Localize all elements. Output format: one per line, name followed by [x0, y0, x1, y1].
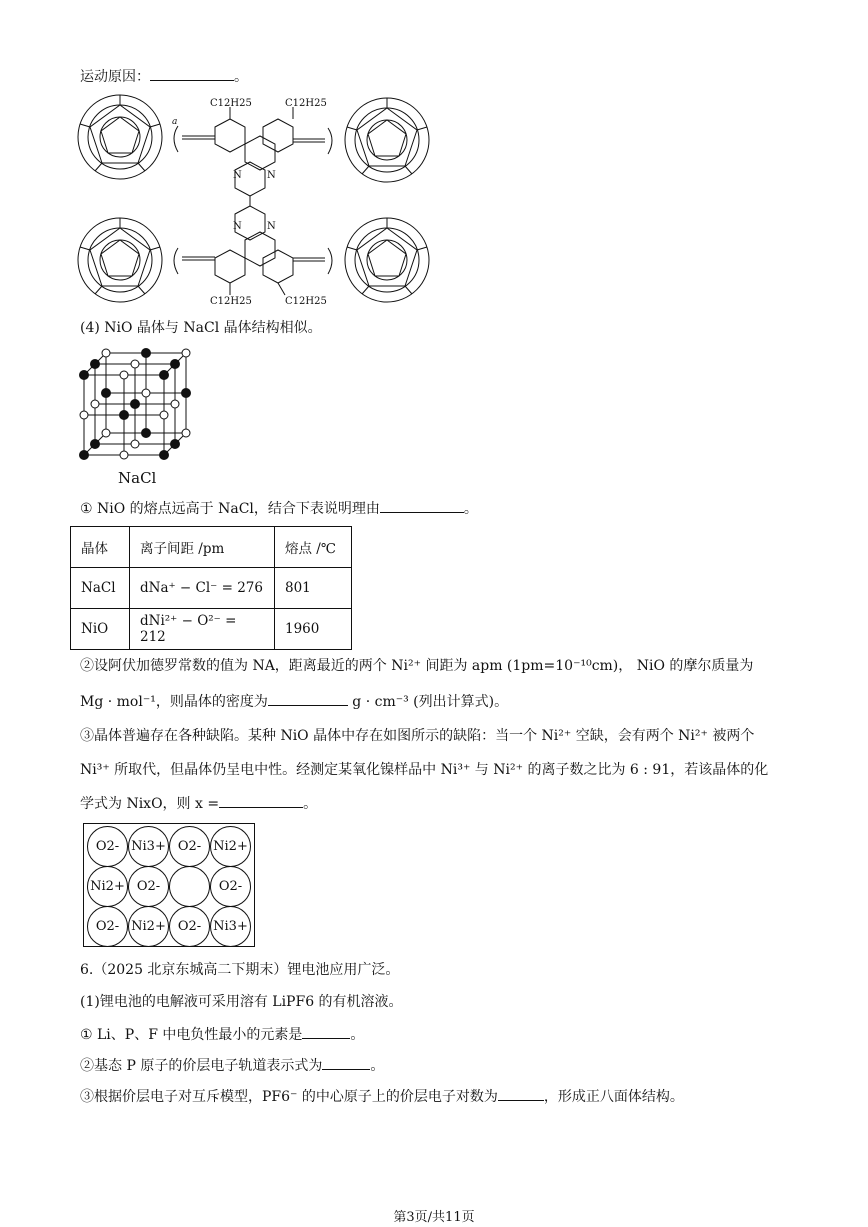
- motion-reason-line: 运动原因： 。: [80, 66, 248, 87]
- ion-circle: O2-: [169, 906, 210, 947]
- ion-circle: Ni3+: [210, 906, 251, 947]
- vacancy-circle: [169, 866, 210, 907]
- sub3-line2: Ni³⁺ 所取代，但晶体仍呈电中性。经测定某氧化镍样品中 Ni³⁺ 与 Ni²⁺ 的离子数之比为 6 : 91，若该晶体的化: [80, 762, 769, 778]
- nitrogen-label: N: [233, 221, 242, 232]
- table-header: 晶体: [71, 527, 130, 568]
- answer-blank[interactable]: [268, 691, 348, 706]
- ion-circle: O2-: [128, 866, 169, 907]
- q6-title: 6.（2025 北京东城高二下期末）锂电池应用广泛。: [80, 962, 400, 978]
- nitrogen-label: N: [233, 170, 242, 181]
- fullerene-ball: [78, 95, 162, 179]
- table-cell: dNi²⁺ − O²⁻ = 212: [130, 609, 275, 650]
- nitrogen-label: N: [267, 221, 276, 232]
- ion-circle: O2-: [210, 866, 251, 907]
- nio-defect-grid: [83, 823, 255, 947]
- sub1-text: ① NiO 的熔点远高于 NaCl，结合下表说明理由: [80, 501, 380, 517]
- alkyl-label: C12H25: [285, 296, 327, 307]
- q6-p1-1-text: ① Li、P、F 中电负性最小的元素是: [80, 1027, 303, 1043]
- table-cell: 801: [275, 568, 352, 609]
- sub2-line1: ②设阿伏加德罗常数的值为 NA，距离最近的两个 Ni²⁺ 间距为 apm (1pm=10⁻¹⁰cm)， NiO 的摩尔质量为: [80, 658, 754, 674]
- table-row: [71, 568, 352, 609]
- ion-circle: Ni3+: [128, 826, 169, 867]
- q6-p1: (1)锂电池的电解液可采用溶有 LiPF6 的有机溶液。: [80, 994, 403, 1010]
- q6-p1-3-text: ③根据价层电子对互斥模型，PF6⁻ 的中心原子上的价层电子对数为: [80, 1089, 498, 1105]
- nacl-unit-cell-figure: [76, 345, 196, 463]
- table-header: 离子间距 /pm: [130, 527, 275, 568]
- table-cell: 1960: [275, 609, 352, 650]
- table-row: [71, 609, 352, 650]
- ion-circle: Ni2+: [87, 866, 128, 907]
- page-footer: 第3页/共11页: [393, 1210, 475, 1225]
- q6-p1-3: [80, 1086, 684, 1107]
- sub3-line3: 学式为 NixO，则 x = 。: [80, 793, 317, 814]
- fullerene-ball: [345, 98, 429, 182]
- answer-blank[interactable]: [302, 1024, 350, 1039]
- table-cell: dNa⁺ − Cl⁻ = 276: [130, 568, 275, 609]
- ion-circle: O2-: [169, 826, 210, 867]
- table-header: 熔点 /℃: [275, 527, 352, 568]
- fullerene-ball: [78, 218, 162, 302]
- ion-circle: Ni2+: [210, 826, 251, 867]
- q6-p1-2: ②基态 P 原子的价层电子轨道表示式为 。: [80, 1055, 384, 1076]
- rotation-label: a: [172, 117, 178, 127]
- table-cell: NaCl: [71, 568, 130, 609]
- alkyl-label: C12H25: [285, 98, 327, 109]
- q4-intro: (4) NiO 晶体与 NaCl 晶体结构相似。: [80, 320, 322, 336]
- q6-p1-2-text: ②基态 P 原子的价层电子轨道表示式为: [80, 1058, 323, 1074]
- ion-circle: Ni2+: [128, 906, 169, 947]
- sub3-text: 学式为 NixO，则 x =: [80, 796, 220, 812]
- answer-blank[interactable]: [322, 1055, 370, 1070]
- q6-p1-1: ① Li、P、F 中电负性最小的元素是 。: [80, 1024, 364, 1045]
- answer-blank[interactable]: [219, 793, 303, 808]
- answer-blank[interactable]: [150, 66, 234, 81]
- ion-distance-table: [70, 526, 352, 650]
- ion-circle: O2-: [87, 826, 128, 867]
- alkyl-label: C12H25: [210, 98, 252, 109]
- figure-caption: NaCl: [118, 469, 157, 487]
- sub1-line: ① NiO 的熔点远高于 NaCl，结合下表说明理由 。: [80, 498, 478, 519]
- sub3-line1: ③晶体普遍存在各种缺陷。某种 NiO 晶体中存在如图所示的缺陷：当一个 Ni²⁺ 空缺，会有两个 Ni²⁺ 被两个: [80, 728, 755, 744]
- motion-reason-label: 运动原因：: [80, 69, 150, 85]
- sub2-text-a: Mg · mol⁻¹，则晶体的密度为: [80, 694, 268, 710]
- alkyl-label: C12H25: [210, 296, 252, 307]
- q6-p1-3-tail: ，形成正八面体结构。: [543, 1089, 684, 1105]
- nitrogen-label: N: [267, 170, 276, 181]
- fullerene-ball: [345, 218, 429, 302]
- answer-blank[interactable]: [380, 498, 464, 513]
- sub2-text-b: g · cm⁻³ (列出计算式)。: [352, 694, 509, 710]
- answer-blank[interactable]: [498, 1086, 544, 1101]
- ion-circle: O2-: [87, 906, 128, 947]
- fullerene-molecule-figure: [75, 92, 435, 310]
- sub2-line2: [80, 691, 508, 712]
- table-cell: NiO: [71, 609, 130, 650]
- table-header-row: [71, 527, 352, 568]
